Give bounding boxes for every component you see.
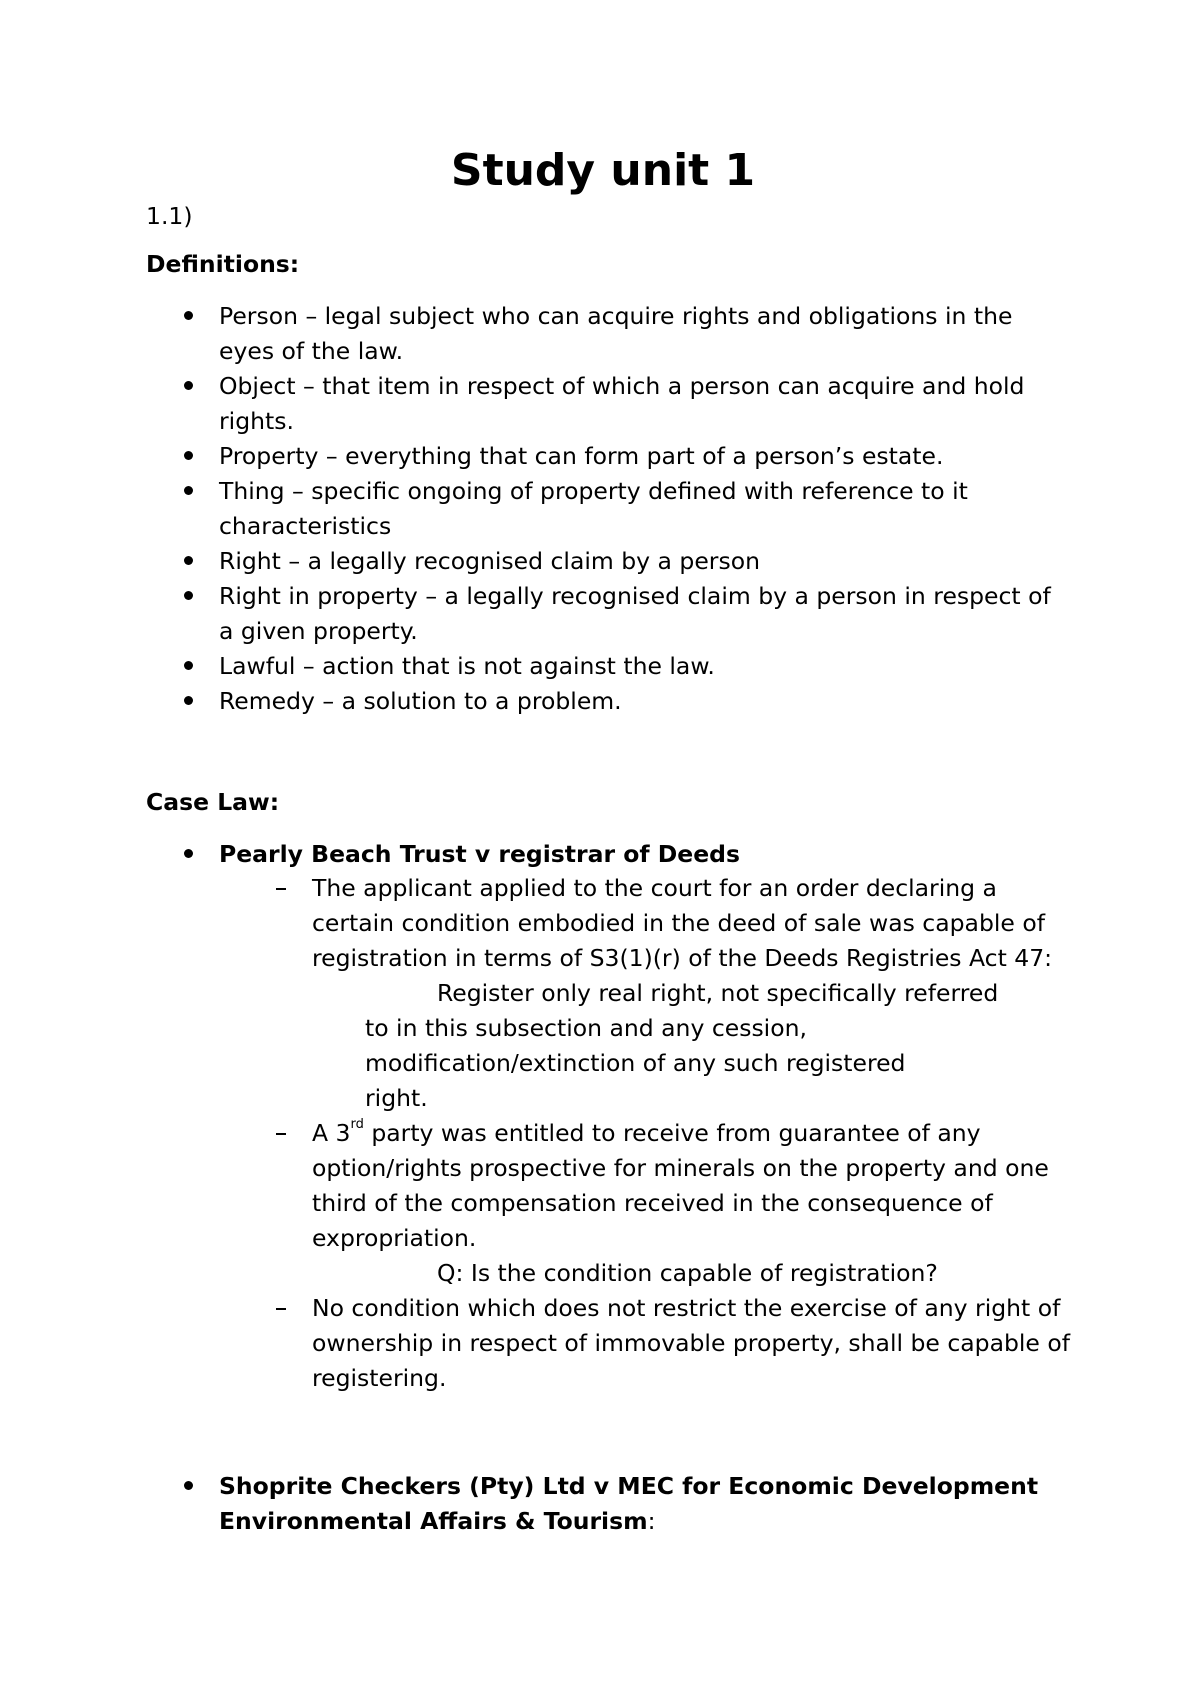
- bullet-icon: [184, 486, 193, 495]
- case-point-line: option/rights prospective for minerals on the property and one: [312, 1154, 1049, 1182]
- case-point-line: certain condition embodied in the deed of sale was capable of: [312, 909, 1045, 937]
- definition-line: characteristics: [219, 512, 392, 540]
- section-number: 1.1): [146, 202, 193, 230]
- bullet-icon: [184, 556, 193, 565]
- quote-line: Register only real right, not specifically referred: [437, 979, 999, 1007]
- definition-line: Right in property – a legally recognised claim by a person in respect of: [219, 582, 1051, 610]
- bullet-icon: [184, 661, 193, 670]
- definition-line: Right – a legally recognised claim by a person: [219, 547, 760, 575]
- case-point-line: ownership in respect of immovable property, shall be capable of: [312, 1329, 1070, 1357]
- definition-line: Lawful – action that is not against the law.: [219, 652, 715, 680]
- definition-line: rights.: [219, 407, 294, 435]
- quote-line: right.: [365, 1084, 428, 1112]
- bullet-icon: [184, 381, 193, 390]
- case-title-line2: Environmental Affairs & Tourism:: [219, 1507, 656, 1535]
- bullet-icon: [184, 1481, 193, 1490]
- bullet-icon: [184, 451, 193, 460]
- definition-line: Remedy – a solution to a problem.: [219, 687, 622, 715]
- case-point-line: registration in terms of S3(1)(r) of the Deeds Registries Act 47:: [312, 944, 1053, 972]
- case-point-line: No condition which does not restrict the exercise of any right of: [312, 1294, 1061, 1322]
- case-point-line: expropriation.: [312, 1224, 477, 1252]
- case-question: Q: Is the condition capable of registration?: [437, 1259, 938, 1287]
- definition-line: a given property.: [219, 617, 418, 645]
- definition-line: Person – legal subject who can acquire rights and obligations in the: [219, 302, 1013, 330]
- case-title: Pearly Beach Trust v registrar of Deeds: [219, 840, 740, 868]
- dash-icon: [276, 1133, 286, 1135]
- bullet-icon: [184, 696, 193, 705]
- definition-line: Object – that item in respect of which a person can acquire and hold: [219, 372, 1025, 400]
- dash-icon: [276, 1308, 286, 1310]
- quote-line: modification/extinction of any such registered: [365, 1049, 906, 1077]
- quote-line: to in this subsection and any cession,: [365, 1014, 807, 1042]
- definition-line: Property – everything that can form part of a person’s estate.: [219, 442, 944, 470]
- dash-icon: [276, 888, 286, 890]
- case-title: Shoprite Checkers (Pty) Ltd v MEC for Economic Development: [219, 1472, 1039, 1500]
- definitions-heading: Definitions:: [146, 250, 300, 278]
- bullet-icon: [184, 591, 193, 600]
- definition-line: eyes of the law.: [219, 337, 404, 365]
- page-title: Study unit 1: [450, 145, 756, 196]
- case-point-line: registering.: [312, 1364, 447, 1392]
- case-point-line: A 3rd party was entitled to receive from guarantee of any: [312, 1117, 981, 1147]
- bullet-icon: [184, 311, 193, 320]
- bullet-icon: [184, 849, 193, 858]
- case-law-heading: Case Law:: [146, 788, 280, 816]
- definition-line: Thing – specific ongoing of property defined with reference to it: [219, 477, 968, 505]
- case-point-line: The applicant applied to the court for an order declaring a: [312, 874, 997, 902]
- case-point-line: third of the compensation received in the consequence of: [312, 1189, 993, 1217]
